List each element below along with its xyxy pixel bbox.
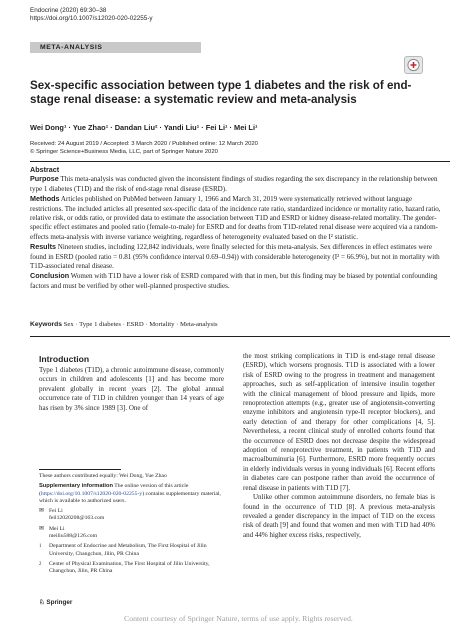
right-column	[243, 352, 435, 540]
supplementary-note	[39, 483, 229, 505]
abstract-bottom-rule	[30, 336, 450, 337]
springer-horse-icon: ♘	[39, 599, 45, 606]
author-name: Mei Li	[49, 525, 65, 532]
equal-contribution-note: These authors contributed equally: Wei Dong, Yue Zhao	[39, 473, 167, 479]
corresponding-author-1	[39, 508, 229, 523]
methods-heading: Methods	[30, 194, 60, 204]
envelope-icon: ✉	[39, 508, 45, 515]
article-type-badge	[30, 42, 201, 53]
abstract	[30, 165, 444, 291]
footnote-rule	[39, 469, 121, 470]
footnotes	[39, 473, 229, 579]
author-list[interactable]: Wei Dong¹ · Yue Zhao¹ · Dandan Liu² · Yandi Liu¹ · Fei Li¹ · Mei Li¹	[30, 123, 258, 132]
purpose-text: This meta-analysis was conducted given the inconsistent findings of studies regarding the sex discrepancy in the relationship between type 1 diabetes (T1D) and the risk of end-stage renal disease (ESRD).	[30, 175, 438, 193]
supplementary-link[interactable]: https://doi.org/10.1007/s12020-020-02255-y	[40, 490, 143, 497]
results-heading: Results	[30, 242, 56, 252]
abstract-heading: Abstract	[30, 165, 60, 174]
journal-doi[interactable]: https://doi.org/10.1007/s12020-020-02255-y	[30, 15, 153, 23]
envelope-icon: ✉	[39, 525, 45, 532]
journal-info	[30, 7, 153, 23]
article-history	[30, 141, 450, 156]
affiliation-text: Center of Physical Examination, The First Hospital of Jilin University, Changchun, Jilin, PR China	[49, 560, 210, 575]
affiliation-number: 2	[39, 561, 42, 567]
abstract-methods	[30, 194, 444, 242]
introduction-text: Type 1 diabetes (T1D), a chronic autoimmune disease, commonly occurs in children and adolescents [1] and has become more prevalent globally in recent years [2]. The global annual occurrence rate of T1D in children younger than 14 years of age has risen by 3% since 1989 [3]. One of	[39, 366, 224, 412]
publisher-logo	[39, 599, 72, 606]
keywords-heading: Keywords	[30, 321, 62, 328]
crossmark-icon[interactable]	[404, 56, 423, 74]
author-email[interactable]: feil12020208@163.com	[49, 515, 105, 522]
supplementary-heading: Supplementary information	[39, 483, 113, 490]
results-text: Nineteen studies, including 122,842 individuals, were finally selected for this meta-analysis. Sex differences in effect estimates were found in ESRD (pooled ratio = 0.81 (95% confidence interval 0.69–0.94)) with considerable heterogeneity (I² = 66.9%), but not in mortality with T1D-associated renal disease.	[30, 243, 440, 271]
methods-text: Articles published on PubMed between January 1, 1966 and March 31, 2019 were systematically retrieved without language restrictions. The included articles all presented sex-specific data of the incidence rate ratio, standardized incidence or mortality ratio, hazard ratio, relative risk, or odds ratio, or provided data to estimate the association between T1D and ESRD or kidney disease-related mortality. The gender-specific effect estimates and pooled ratio (female-to-male) for ESRD and for deaths from T1D-related renal disease were acquired via a random-effects meta-analysis with inverse variance weighting, regardless of heterogeneity evaluated based on the I² statistic.	[30, 195, 441, 241]
journal-citation: Endocrine (2020) 69:30–38	[30, 7, 107, 14]
corresponding-author-2	[39, 526, 229, 541]
body-paragraph-2: Unlike other common autoimmune disorders, no female bias is found in the occurrence of T1D [8]. A previous meta-analysis revealed a gender discrepancy in the impact of T1D on the excess risk of death [9] and found that women and men with T1D had 40% and 44% higher excess risks, respectively,	[243, 493, 435, 539]
article-title: Sex-specific association between type 1 diabetes and the risk of end-stage renal disease: a systematic review and meta-analysis	[30, 79, 412, 106]
introduction-heading: Introduction	[39, 354, 90, 364]
history-dates: Received: 24 August 2019 / Accepted: 3 March 2020 / Published online: 12 March 2020	[30, 141, 258, 147]
keywords	[30, 320, 444, 329]
author-name: Fei Li	[49, 508, 63, 515]
courtesy-watermark: Content courtesy of Springer Nature, terms of use apply. Rights reserved.	[124, 614, 353, 623]
affiliation-2	[39, 561, 229, 576]
body-paragraph-1: the most striking complications in T1D is end-stage renal disease (ESRD), which worsens prognosis. T1D is associated with a lower risk of ESRD owing to the progress in treatment and management approaches, such as self-application of intensive insulin together with the clinical management of blood pressure and lipids, more renoprotection attempts (e.g., greater use of angiotensin-converting enzyme inhibitors and angiotensin type-II receptor blockers), and early detection of and therapy for other complications [4, 5]. Nevertheless, a recent clinical study of enrolled cohorts found that the occurrence of ESRD does not decrease despite the widespread adoption of renoprotective treatment, in patients with T1D and macroalbuminuria [6]. Furthermore, ESRD more frequently occurs in elderly individuals versus in young individuals [6]. Recent efforts in diabetes care can postpone rather than avoid the occurrence of renal disease in patients with T1D [7].	[243, 352, 435, 492]
author-email[interactable]: meiliu588@126.com	[49, 533, 98, 540]
publisher-name: Springer	[46, 599, 73, 606]
abstract-purpose	[30, 174, 444, 194]
conclusion-heading: Conclusion	[30, 271, 70, 281]
supplementary-pre: The online version of this article (	[39, 483, 189, 497]
affiliation-1	[39, 543, 229, 558]
abstract-conclusion	[30, 271, 444, 291]
conclusion-text: Women with T1D have a lower risk of ESRD compared with that in men, but this finding may be biased by potential confounding factors and must be verified by other well-planned prospective studies.	[30, 272, 438, 290]
affiliation-number: 1	[39, 544, 42, 550]
article-type-label: META-ANALYSIS	[40, 44, 103, 51]
abstract-results	[30, 242, 444, 271]
affiliation-text: Department of Endocrine and Metabolism, The First Hospital of Jilin University, Changchun, Jilin, PR China	[49, 543, 207, 557]
copyright-line: © Springer Science+Business Media, LLC, part of Springer Nature 2020	[30, 148, 218, 155]
abstract-top-rule	[30, 161, 450, 162]
keywords-text: Sex · Type 1 diabetes · ESRD · Mortality · Meta-analysis	[63, 321, 218, 328]
purpose-heading: Purpose	[30, 174, 59, 184]
supplementary-post: ) contains supplementary material, which is available to authorized users.	[39, 490, 221, 504]
